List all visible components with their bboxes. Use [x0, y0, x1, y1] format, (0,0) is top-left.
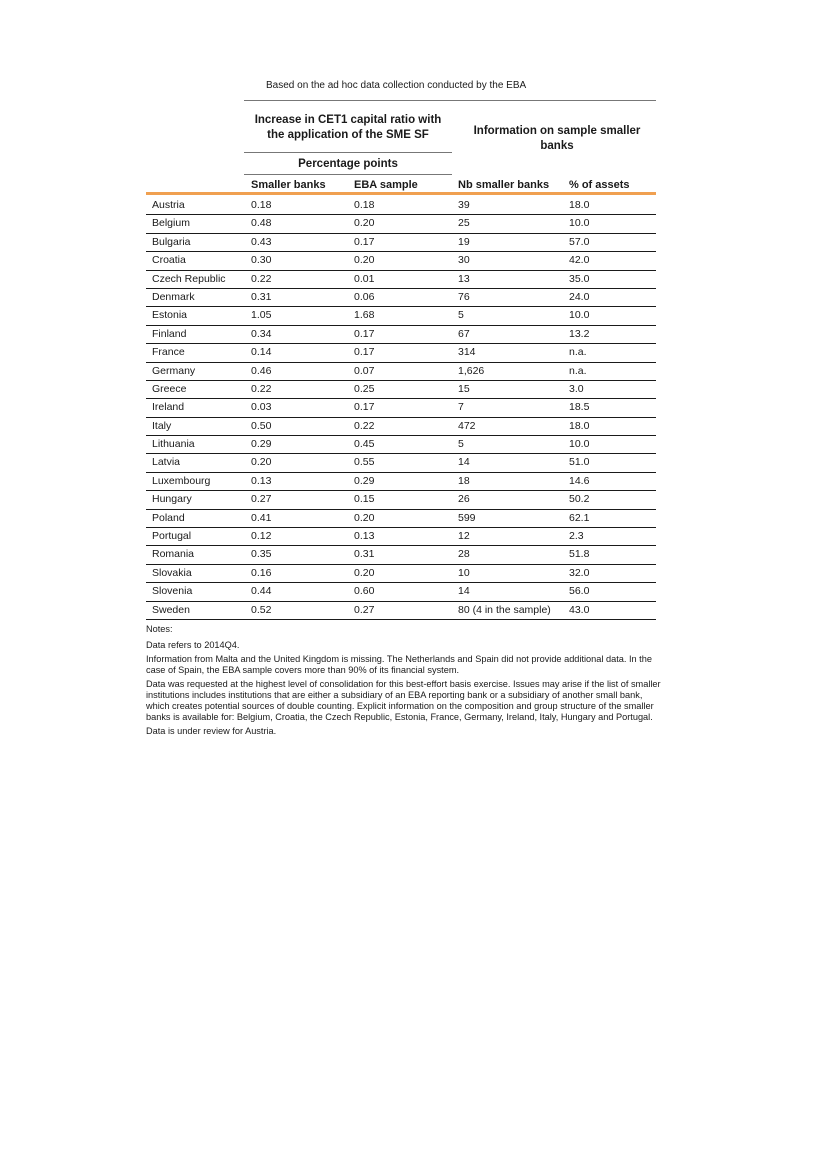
smaller-banks-cell: 0.52: [251, 603, 272, 616]
nb-smaller-banks-cell: 15: [458, 382, 470, 395]
nb-smaller-banks-cell: 5: [458, 309, 464, 322]
table-row: [146, 491, 656, 509]
smaller-banks-cell: 0.03: [251, 401, 272, 414]
smaller-banks-cell: 0.27: [251, 493, 272, 506]
table-row: [146, 326, 656, 344]
eba-sample-cell: 0.15: [354, 493, 375, 506]
nb-smaller-banks-cell: 19: [458, 235, 470, 248]
country-cell: France: [152, 346, 185, 359]
sample-info-header-line2: banks: [540, 140, 574, 152]
smaller-banks-cell: 0.43: [251, 235, 272, 248]
country-cell: Austria: [152, 199, 185, 211]
country-cell: Lithuania: [152, 438, 195, 451]
eba-sample-cell: 0.27: [354, 603, 375, 616]
nb-smaller-banks-cell: 599: [458, 511, 476, 524]
cet1-increase-header-line1: Increase in CET1 capital ratio with: [254, 114, 442, 126]
smaller-banks-cell: 0.50: [251, 419, 272, 432]
note-item: Information from Malta and the United Kingdom is missing. The Netherlands and Spain did not provide additional data. In the case of Spain, the EBA sample covers more than 90% of its financial system.: [146, 654, 652, 675]
table-row: [146, 271, 656, 289]
sample-info-header: [458, 124, 656, 154]
nb-smaller-banks-cell: 80 (4 in the sample): [458, 603, 551, 616]
smaller-banks-cell: 1.05: [251, 309, 272, 322]
pct-assets-cell: 10.0: [569, 309, 590, 322]
eba-sample-cell: 0.20: [354, 566, 375, 579]
smaller-banks-cell: 0.44: [251, 585, 272, 598]
smaller-banks-cell: 0.41: [251, 511, 272, 524]
table-row: [146, 510, 656, 528]
table-row: [146, 215, 656, 233]
nb-smaller-banks-cell: 5: [458, 438, 464, 451]
smaller-banks-cell: 0.34: [251, 327, 272, 340]
notes-section: [146, 624, 666, 740]
pct-assets-cell: 51.0: [569, 456, 590, 469]
nb-smaller-banks-cell: 30: [458, 254, 470, 267]
nb-smaller-banks-cell: 14: [458, 585, 470, 598]
country-cell: Poland: [152, 511, 185, 524]
pct-assets-cell: 42.0: [569, 254, 590, 267]
nb-smaller-banks-cell: 67: [458, 327, 470, 340]
table-row: [146, 583, 656, 601]
country-cell: Czech Republic: [152, 272, 226, 285]
nb-smaller-banks-cell: 12: [458, 530, 470, 543]
country-cell: Denmark: [152, 290, 195, 303]
pct-assets-cell: 35.0: [569, 272, 590, 285]
pct-assets-cell: 10.0: [569, 217, 590, 230]
nb-smaller-banks-cell: 28: [458, 548, 470, 561]
smaller-banks-cell: 0.20: [251, 456, 272, 469]
pct-assets-cell: 43.0: [569, 603, 590, 616]
eba-sample-cell: 0.06: [354, 290, 375, 303]
table-row: [146, 399, 656, 417]
col-header-nb-smaller-banks: Nb smaller banks: [458, 179, 550, 191]
col-header-eba-sample: EBA sample: [354, 179, 418, 191]
pct-assets-cell: 24.0: [569, 290, 590, 303]
table-row: [146, 197, 656, 215]
country-cell: Estonia: [152, 309, 188, 322]
country-cell: Italy: [152, 419, 172, 432]
cet1-increase-header-line2: the application of the SME SF: [267, 129, 429, 141]
smaller-banks-cell: 0.29: [251, 438, 272, 451]
table-row: [146, 289, 656, 307]
eba-sample-cell: 0.20: [354, 217, 375, 230]
nb-smaller-banks-cell: 1,626: [458, 364, 485, 377]
pct-assets-cell: 14.6: [569, 474, 590, 487]
table-row: [146, 363, 656, 381]
nb-smaller-banks-cell: 26: [458, 493, 470, 506]
country-cell: Croatia: [152, 254, 186, 267]
col-header-pct-assets: % of assets: [569, 179, 630, 191]
eba-sample-cell: 0.18: [354, 199, 375, 211]
eba-sample-cell: 0.45: [354, 438, 375, 451]
eba-sample-cell: 0.17: [354, 346, 375, 359]
country-cell: Romania: [152, 548, 195, 561]
smaller-banks-cell: 0.48: [251, 217, 272, 230]
pct-assets-cell: 3.0: [569, 382, 584, 395]
nb-smaller-banks-cell: 472: [458, 419, 476, 432]
eba-sample-cell: 0.25: [354, 382, 375, 395]
smaller-banks-cell: 0.22: [251, 272, 272, 285]
source-note: Based on the ad hoc data collection conducted by the EBA: [266, 80, 527, 91]
eba-sample-cell: 0.55: [354, 456, 375, 469]
smaller-banks-cell: 0.12: [251, 530, 272, 543]
nb-smaller-banks-cell: 10: [458, 566, 470, 579]
eba-sample-cell: 0.17: [354, 327, 375, 340]
pct-assets-cell: 10.0: [569, 438, 590, 451]
pct-assets-cell: 50.2: [569, 493, 590, 506]
notes-title: Notes:: [146, 624, 173, 634]
pct-assets-cell: 18.0: [569, 199, 590, 211]
pct-assets-cell: 57.0: [569, 235, 590, 248]
table-row: [146, 473, 656, 491]
smaller-banks-cell: 0.22: [251, 382, 272, 395]
note-item: Data refers to 2014Q4.: [146, 640, 240, 650]
smaller-banks-cell: 0.13: [251, 474, 272, 487]
nb-smaller-banks-cell: 7: [458, 401, 464, 414]
country-cell: Portugal: [152, 530, 192, 543]
header-accent-rule: [146, 192, 656, 195]
note-item: Data is under review for Austria.: [146, 726, 277, 736]
eba-sample-cell: 0.29: [354, 474, 375, 487]
country-cell: Slovenia: [152, 585, 193, 598]
smaller-banks-cell: 0.46: [251, 364, 272, 377]
country-cell: Germany: [152, 364, 196, 377]
table-row: [146, 565, 656, 583]
nb-smaller-banks-cell: 18: [458, 474, 470, 487]
nb-smaller-banks-cell: 314: [458, 346, 476, 359]
country-cell: Belgium: [152, 217, 190, 230]
smaller-banks-cell: 0.18: [251, 199, 272, 211]
unit-header-rule: [244, 174, 452, 175]
eba-sample-cell: 0.20: [354, 254, 375, 267]
table-row: [146, 344, 656, 362]
smaller-banks-cell: 0.31: [251, 290, 272, 303]
pct-assets-cell: 2.3: [569, 530, 584, 543]
pct-assets-cell: 18.5: [569, 401, 590, 414]
eba-sample-cell: 1.68: [354, 309, 375, 322]
pct-assets-cell: 18.0: [569, 419, 590, 432]
smaller-banks-cell: 0.14: [251, 346, 272, 359]
pct-assets-cell: n.a.: [569, 364, 587, 377]
smaller-banks-cell: 0.35: [251, 548, 272, 561]
smaller-banks-cell: 0.30: [251, 254, 272, 267]
eba-sample-cell: 0.60: [354, 585, 375, 598]
table-row: [146, 602, 656, 620]
data-table-body: [146, 197, 656, 620]
eba-sample-cell: 0.31: [354, 548, 375, 561]
header-top-rule: [244, 100, 656, 101]
eba-sample-cell: 0.07: [354, 364, 375, 377]
eba-sample-cell: 0.01: [354, 272, 375, 285]
table-row: [146, 436, 656, 454]
table-row: [146, 307, 656, 325]
country-cell: Greece: [152, 382, 187, 395]
col-header-smaller-banks: Smaller banks: [251, 179, 326, 191]
country-cell: Bulgaria: [152, 235, 191, 248]
table-row: [146, 546, 656, 564]
table-row: [146, 418, 656, 436]
nb-smaller-banks-cell: 14: [458, 456, 470, 469]
country-cell: Luxembourg: [152, 474, 211, 487]
eba-sample-cell: 0.22: [354, 419, 375, 432]
country-cell: Ireland: [152, 401, 185, 414]
pct-assets-cell: 51.8: [569, 548, 590, 561]
pct-assets-cell: 56.0: [569, 585, 590, 598]
country-cell: Latvia: [152, 456, 181, 469]
eba-sample-cell: 0.17: [354, 401, 375, 414]
unit-header: Percentage points: [298, 158, 398, 170]
table-row: [146, 381, 656, 399]
pct-assets-cell: n.a.: [569, 346, 587, 359]
country-cell: Finland: [152, 327, 187, 340]
smaller-banks-cell: 0.16: [251, 566, 272, 579]
pct-assets-cell: 62.1: [569, 511, 590, 524]
eba-sample-cell: 0.13: [354, 530, 375, 543]
country-cell: Hungary: [152, 493, 192, 506]
nb-smaller-banks-cell: 25: [458, 217, 470, 230]
table-row: [146, 528, 656, 546]
nb-smaller-banks-cell: 76: [458, 290, 470, 303]
nb-smaller-banks-cell: 39: [458, 199, 470, 211]
country-cell: Slovakia: [152, 566, 192, 579]
cet1-increase-header: [244, 113, 452, 143]
nb-smaller-banks-cell: 13: [458, 272, 470, 285]
eba-sample-cell: 0.17: [354, 235, 375, 248]
pct-assets-cell: 32.0: [569, 566, 590, 579]
table-row: [146, 234, 656, 252]
table-row: [146, 252, 656, 270]
pct-assets-cell: 13.2: [569, 327, 590, 340]
note-item: Data was requested at the highest level of consolidation for this best-effort basis exercise. Issues may arise if the list of smaller institutions includes institutions that are either a subsidiary of an EBA reporting bank or a subsidiary of another small bank, which creates potential sources of double counting. Explicit information on the composition and group structure of the smaller banks is available for: Belgium, Croatia, the Czech Republic, Estonia, France, Germany, Ireland, Italy, Hungary and Portugal.: [146, 679, 661, 722]
country-cell: Sweden: [152, 603, 190, 616]
sample-info-header-line1: Information on sample smaller: [473, 125, 641, 137]
group-header-rule: [244, 152, 452, 153]
table-row: [146, 454, 656, 472]
eba-sample-cell: 0.20: [354, 511, 375, 524]
